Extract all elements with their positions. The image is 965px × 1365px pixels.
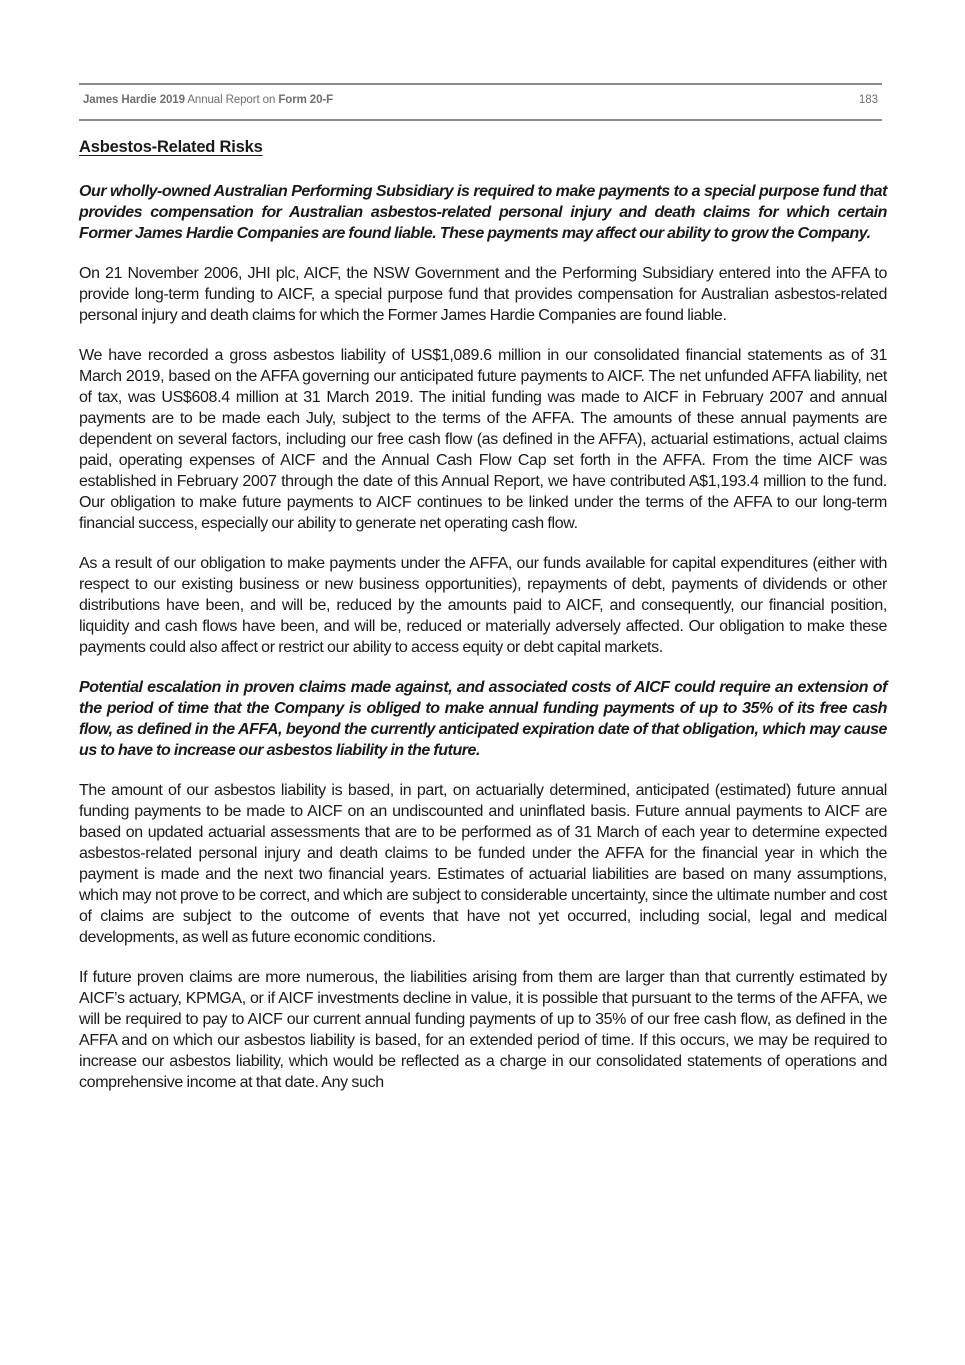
page-header [79,83,882,121]
body-paragraph: On 21 November 2006, JHI plc, AICF, the NSW Government and the Performing Subsidiary entered into the AFFA to provide long-term funding to AICF, a special purpose fund that provides compensation for Australian asbestos-related personal injury and death claims for which the Former James Hardie Companies are found liable. [79,265,887,324]
running-header [83,94,333,106]
risk-factor-heading: Our wholly-owned Australian Performing Subsidiary is required to make payments to a special purpose fund that provides compensation for Australian asbestos-related personal injury and death claims for which certain Former James Hardie Companies are found liable. These payments may affect our ability to grow the Company. [79,183,887,242]
page-content [79,134,887,1112]
body-paragraph: We have recorded a gross asbestos liability of US$1,089.6 million in our consolidated financial statements as of 31 March 2019, based on the AFFA governing our anticipated future payments to AICF. The net unfunded AFFA liability, net of tax, was US$608.4 million at 31 March 2019. The initial funding was made to AICF in February 2007 and annual payments are to be made each July, subject to the terms of the AFFA. The amounts of these annual payments are dependent on several factors, including our free cash flow (as defined in the AFFA), actuarial estimations, actual claims paid, operating expenses of AICF and the Annual Cash Flow Cap set forth in the AFFA. From the time AICF was established in February 2007 through the date of this Annual Report, we have contributed A$1,193.4 million to the fund. Our obligation to make future payments to AICF continues to be linked under the terms of the AFFA to our long-term financial success, especially our ability to generate net operating cash flow. [79,347,887,532]
risk-factor-heading: Potential escalation in proven claims made against, and associated costs of AICF could require an extension of the period of time that the Company is obliged to make annual funding payments of up to 35% of its free cash flow, as defined in the AFFA, beyond the currently anticipated expiration date of that obligation, which may cause us to have to increase our asbestos liability in the future. [79,679,887,759]
body-paragraph: The amount of our asbestos liability is based, in part, on actuarially determined, anticipated (estimated) future annual funding payments to be made to AICF on an undiscounted and uninflated basis. Future annual payments to AICF are based on updated actuarial assessments that are to be performed as of 31 March of each year to determine expected asbestos-related personal injury and death claims to be funded under the AFFA for the financial year in which the payment is made and the next two financial years. Estimates of actuarial liabilities are based on many assumptions, which may not prove to be correct, and which are subject to considerable uncertainty, since the ultimate number and cost of claims are subject to the outcome of events that have not yet occurred, including social, legal and medical developments, as well as future economic conditions. [79,782,887,946]
body-paragraph: As a result of our obligation to make payments under the AFFA, our funds available for capital expenditures (either with respect to our existing business or new business opportunities), repayments of debt, payments of dividends or other distributions have been, and will be, reduced by the amounts paid to AICF, and consequently, our financial position, liquidity and cash flows have been, and will be, reduced or materially adversely affected. Our obligation to make these payments could also affect or restrict our ability to access equity or debt capital markets. [79,555,887,656]
header-report-label: Annual Report on [184,94,279,106]
body-paragraph: If future proven claims are more numerous, the liabilities arising from them are larger than that currently estimated by AICF’s actuary, KPMGA, or if AICF investments decline in value, it is possible that pursuant to the terms of the AFFA, we will be required to pay to AICF our current annual funding payments of up to 35% of our free cash flow, as defined in the AFFA and on which our asbestos liability is based, for an extended period of time. If this occurs, we may be required to increase our asbestos liability, which would be reflected as a charge in our consolidated statements of operations and comprehensive income at that date. Any such [79,969,887,1091]
header-company: James Hardie 2019 [83,94,185,106]
header-form: Form 20-F [278,94,334,106]
section-title: Asbestos-Related Risks [79,138,263,156]
page-number: 183 [858,94,878,106]
